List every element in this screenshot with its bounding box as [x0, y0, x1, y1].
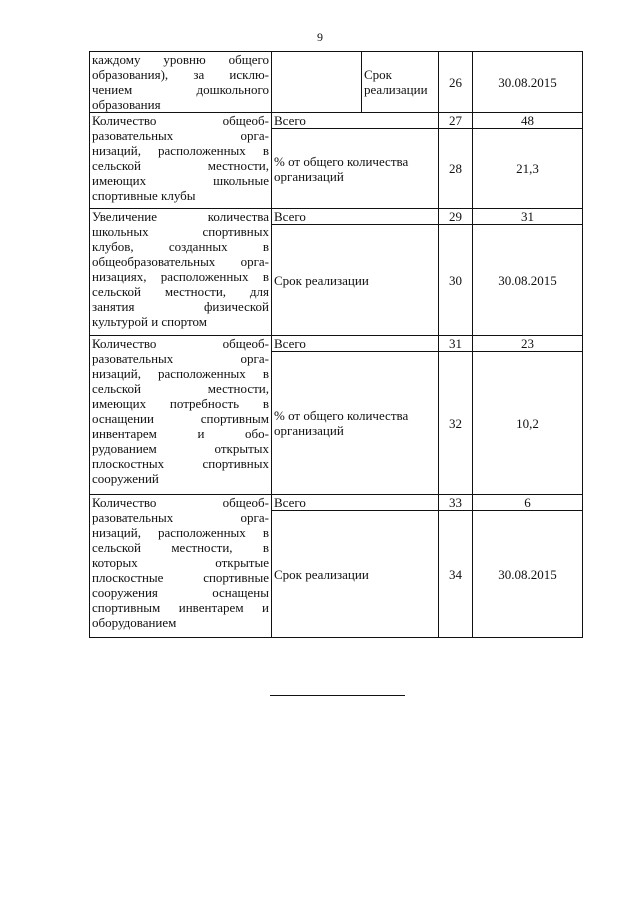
indicator-cell: % от общего количества организаций — [272, 129, 439, 209]
description-cell: Количество общеоб- разовательных орга- низаций, расположенных в сельской местности, имеющих потребность в оснащении спортивным инвентарем и обо- рудованием открытых плоскостных спортивных сооружений — [90, 336, 272, 495]
description-cell: Увеличение количества школьных спортивных клубов, созданных в общеобразовательных орга- низациях, расположенных в сельской местности, для занятия физической культурой и спортом — [90, 209, 272, 336]
indicator-cell: % от общего количества организаций — [272, 352, 439, 495]
table-row — [90, 495, 583, 511]
indicator-cell: Всего — [272, 113, 439, 129]
indicators-table — [89, 51, 583, 638]
indicator-cell: Срок реализации — [272, 225, 439, 336]
line-number-cell: 26 — [439, 52, 473, 113]
table-row — [90, 113, 583, 129]
line-number-cell: 29 — [439, 209, 473, 225]
value-cell: 30.08.2015 — [473, 52, 583, 113]
value-cell: 10,2 — [473, 352, 583, 495]
value-cell: 48 — [473, 113, 583, 129]
value-cell: 31 — [473, 209, 583, 225]
value-cell: 6 — [473, 495, 583, 511]
table-row — [90, 336, 583, 352]
table-row — [90, 209, 583, 225]
line-number-cell: 27 — [439, 113, 473, 129]
empty-cell — [272, 52, 362, 113]
line-number-cell: 33 — [439, 495, 473, 511]
page-number: 9 — [317, 30, 323, 44]
line-number-cell: 34 — [439, 511, 473, 638]
line-number-cell: 32 — [439, 352, 473, 495]
indicator-cell: Срок реализации — [272, 511, 439, 638]
indicator-cell: Срок реализации — [362, 52, 439, 113]
line-number-cell: 30 — [439, 225, 473, 336]
line-number-cell: 31 — [439, 336, 473, 352]
line-number-cell: 28 — [439, 129, 473, 209]
closing-rule — [270, 695, 405, 696]
indicator-cell: Всего — [272, 495, 439, 511]
description-cell: Количество общеоб- разовательных орга- низаций, расположенных в сельской местности, в которых открытые плоскостные спортивные сооружения оснащены спортивным инвентарем и оборудованием — [90, 495, 272, 638]
value-cell: 21,3 — [473, 129, 583, 209]
table-row — [90, 52, 583, 113]
value-cell: 23 — [473, 336, 583, 352]
value-cell: 30.08.2015 — [473, 225, 583, 336]
value-cell: 30.08.2015 — [473, 511, 583, 638]
description-cell: каждому уровню общего образования), за исклю- чением дошкольного образования — [90, 52, 272, 113]
indicator-cell: Всего — [272, 209, 439, 225]
description-cell: Количество общеоб- разовательных орга- низаций, расположенных в сельской местности, имеющих школьные спортивные клубы — [90, 113, 272, 209]
indicator-cell: Всего — [272, 336, 439, 352]
